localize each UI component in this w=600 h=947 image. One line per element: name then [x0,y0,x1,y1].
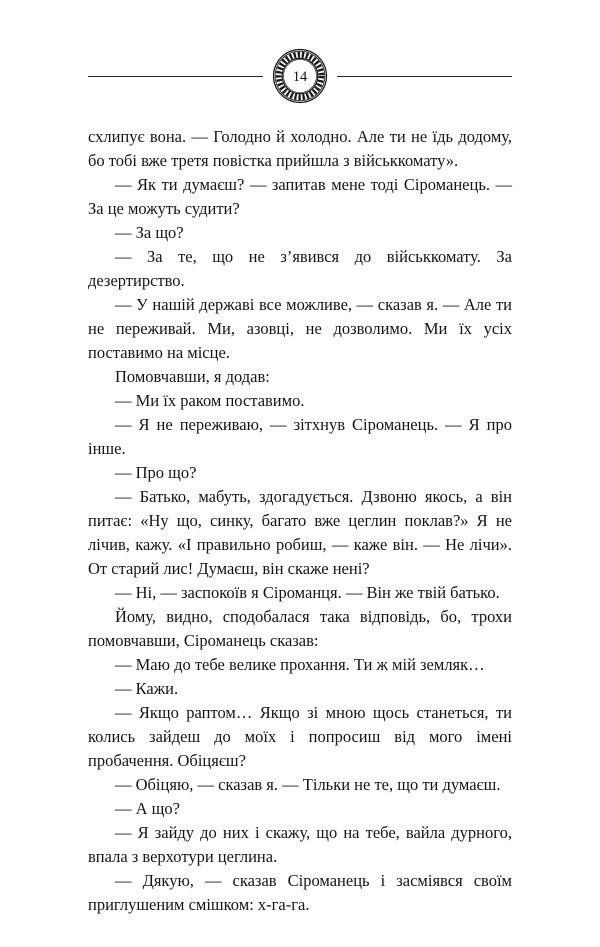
paragraph: схлипує вона. — Голодно й холодно. Але ти не їдь додому, бо тобі вже третя повістка прийшла з військкомату». [88,127,512,170]
page-number: 14 [292,69,308,86]
paragraph: — Я зайду до них і скажу, що на тебе, вайла дурного, впала з верхотури цеглина. [88,823,512,866]
paragraph: Помовчавши, я додав: [115,367,270,386]
paragraph: — Ми їх раком поставимо. [115,391,305,410]
rosette-ornament-icon [271,47,329,105]
paragraph: — А що? [115,799,180,818]
paragraph: — У нашій державі все можливе, — сказав я. — Але ти не переживай. Ми, азовці, не дозволимо. Ми їх усіх поставимо на місце. [88,295,512,362]
paragraph: Йому, видно, сподобалася така відповідь, бо, трохи помовчавши, Сіроманець сказав: [88,607,512,650]
paragraph: — Я не переживаю, — зітхнув Сіроманець. — Я про інше. [88,415,512,458]
header-rule-right [337,76,512,77]
page-ornament [271,47,329,105]
paragraph: — Батько, мабуть, здогадується. Дзвоню якось, а він питає: «Ну що, синку, багато вже цеглин поклав?» Я не лічив, кажу. «І правильно робиш, — каже він. — Не лічи». От старий лис! Думаєш, він скаже нені? [88,487,512,578]
paragraph: — Маю до тебе велике прохання. Ти ж мій земляк… [115,655,485,674]
header-rule-left [88,76,263,77]
paragraph: — За що? [115,223,184,242]
paragraph: — Обіцяю, — сказав я. — Тільки не те, що ти думаєш. [115,775,501,794]
page-header [88,46,512,106]
paragraph: — Як ти думаєш? — запитав мене тоді Сіроманець. — За це можуть судити? [88,175,512,218]
paragraph: — За те, що не з’явився до військкомату. За дезертирство. [88,247,512,290]
paragraph: — Кажи. [115,679,179,698]
paragraph: — Ні, — заспокоїв я Сіроманця. — Він же твій батько. [115,583,500,602]
page-text [88,125,512,917]
paragraph: — Дякую, — сказав Сіроманець і засміявся своїм приглушеним смішком: х-га-га. [88,871,512,914]
paragraph: — Якщо раптом… Якщо зі мною щось станеться, ти колись зайдеш до моїх і попросиш від мого імені пробачення. Обіцяєш? [88,703,512,770]
paragraph: — Про що? [115,463,197,482]
